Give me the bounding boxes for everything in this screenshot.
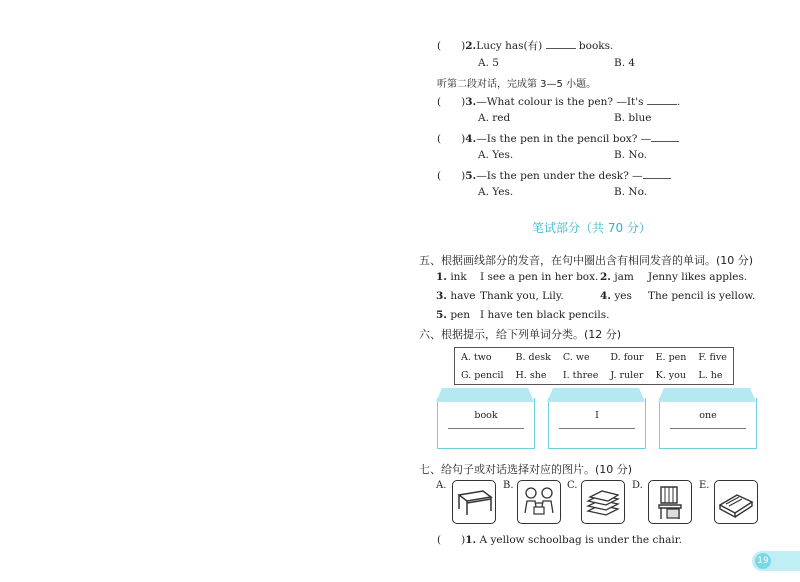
q4-option-a[interactable]: A. Yes. [478, 149, 514, 161]
answer-blank[interactable] [647, 94, 677, 105]
word-bank-row [455, 366, 734, 385]
answer-blank[interactable] [643, 168, 671, 179]
category-label: one [699, 410, 717, 421]
category-label: book [474, 410, 498, 421]
picture-label-c: C. [567, 480, 578, 491]
q4-line: ( )4.—Is the pen in the pencil box? — [437, 131, 679, 145]
q5-line: ( )5.—Is the pen under the desk? — [437, 168, 671, 182]
word-cell: L. he [698, 369, 723, 381]
answer-line[interactable] [448, 428, 524, 429]
desk-icon[interactable] [452, 480, 496, 524]
q2-option-a[interactable]: A. 5 [478, 57, 499, 69]
box-lid [436, 388, 534, 402]
category-box-book[interactable] [437, 398, 535, 449]
answer-blank[interactable] [651, 131, 679, 142]
q3-option-a[interactable]: A. red [478, 112, 511, 124]
chair-with-bag-icon[interactable] [648, 480, 692, 524]
children-icon[interactable] [517, 480, 561, 524]
s5-sentence-5[interactable]: I have ten black pencils. [480, 309, 610, 321]
s5-sentence-4[interactable]: The pencil is yellow. [648, 290, 756, 302]
s5-item-3: 3. have [436, 290, 476, 302]
word-cell: K. you [655, 369, 686, 381]
s5-sentence-2[interactable]: Jenny likes apples. [648, 271, 748, 283]
q3-line: ( )3.—What colour is the pen? —It's . [437, 96, 681, 108]
word-cell: C. we [562, 351, 590, 363]
box-lid [547, 388, 645, 402]
s5-sentence-1[interactable]: I see a pen in her box. [480, 271, 599, 283]
category-label: I [595, 410, 599, 421]
word-cell: A. two [461, 351, 492, 363]
page-number: 19 [755, 553, 771, 569]
word-bank-row [455, 348, 734, 367]
word-cell: F. five [698, 351, 727, 363]
q4-option-b[interactable]: B. No. [614, 149, 648, 161]
part2-instructions: 听第二段对话，完成第 3—5 小题。 [437, 79, 597, 90]
s5-item-1: 1. ink [436, 271, 467, 283]
word-cell: G. pencil [461, 369, 504, 381]
answer-line[interactable] [559, 428, 635, 429]
picture-label-e: E. [699, 480, 710, 491]
s5-sentence-3[interactable]: Thank you, Lily. [480, 290, 564, 302]
picture-label-d: D. [632, 480, 643, 491]
section-6-heading: 六、根据提示，给下列单词分类。(12 分) [419, 328, 622, 341]
s7-q1-line: ( )1. A yellow schoolbag is under the chair. [437, 534, 682, 546]
q2-option-b[interactable]: B. 4 [614, 57, 636, 69]
word-cell: D. four [610, 351, 644, 363]
box-lid [658, 388, 756, 402]
word-cell: I. three [562, 369, 599, 381]
q3-option-b[interactable]: B. blue [614, 112, 652, 124]
section-7-heading: 七、给句子或对话选择对应的图片。(10 分) [419, 463, 633, 476]
s5-item-5: 5. pen [436, 309, 471, 321]
picture-label-b: B. [503, 480, 514, 491]
section-5-heading: 五、根据画线部分的发音，在句中圈出含有相同发音的单词。(10 分) [419, 254, 754, 267]
answer-blank[interactable] [546, 38, 576, 49]
category-box-i[interactable] [548, 398, 646, 449]
q2-line: ( )2.Lucy has(有) books. [437, 40, 614, 52]
word-cell: J. ruler [610, 369, 644, 381]
word-cell: H. she [515, 369, 547, 381]
q5-option-b[interactable]: B. No. [614, 186, 648, 198]
page-number-tab [752, 551, 800, 571]
picture-label-a: A. [436, 480, 447, 491]
word-cell: B. desk [515, 351, 551, 363]
pencil-box-icon[interactable] [714, 480, 758, 524]
word-bank-table [454, 347, 734, 385]
written-part-title: 笔试部分（共 70 分） [532, 221, 651, 235]
category-box-one[interactable] [659, 398, 757, 449]
s5-item-2: 2. jam [600, 271, 634, 283]
answer-line[interactable] [670, 428, 746, 429]
books-icon[interactable] [581, 480, 625, 524]
q5-option-a[interactable]: A. Yes. [478, 186, 514, 198]
word-cell: E. pen [655, 351, 687, 363]
s5-item-4: 4. yes [600, 290, 632, 302]
